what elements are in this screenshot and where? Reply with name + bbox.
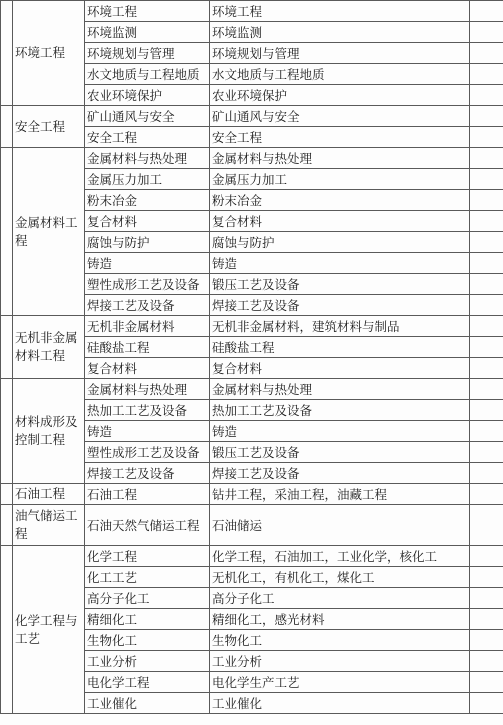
right-edge-cell bbox=[470, 127, 503, 148]
sub-major-cell: 工业分析 bbox=[85, 651, 210, 672]
right-edge-cell bbox=[470, 463, 503, 484]
sub-major-cell: 金属材料与热处理 bbox=[85, 379, 210, 400]
sub-major-cell: 环境规划与管理 bbox=[85, 43, 210, 64]
left-edge-cell bbox=[1, 1, 13, 106]
right-edge-cell bbox=[470, 106, 503, 127]
target-major-cell: 无机非金属材料，建筑材料与制品 bbox=[210, 316, 470, 337]
target-major-cell: 环境监测 bbox=[210, 22, 470, 43]
target-major-cell: 腐蚀与防护 bbox=[210, 232, 470, 253]
group-name-cell: 环境工程 bbox=[13, 1, 85, 106]
target-major-cell: 工业分析 bbox=[210, 651, 470, 672]
target-major-cell: 焊接工艺及设备 bbox=[210, 295, 470, 316]
table-row bbox=[1, 1, 503, 22]
table-row bbox=[1, 148, 503, 169]
group-name-cell: 金属材料工程 bbox=[13, 148, 85, 316]
target-major-cell: 铸造 bbox=[210, 421, 470, 442]
target-major-cell: 金属压力加工 bbox=[210, 169, 470, 190]
sub-major-cell: 农业环境保护 bbox=[85, 85, 210, 106]
sub-major-cell: 金属材料与热处理 bbox=[85, 148, 210, 169]
sub-major-cell: 精细化工 bbox=[85, 609, 210, 630]
right-edge-cell bbox=[470, 1, 503, 22]
target-major-cell: 工业催化 bbox=[210, 693, 470, 714]
right-edge-cell bbox=[470, 337, 503, 358]
table-body bbox=[1, 1, 503, 714]
sub-major-cell: 无机非金属材料 bbox=[85, 316, 210, 337]
target-major-cell: 电化学生产工艺 bbox=[210, 672, 470, 693]
right-edge-cell bbox=[470, 190, 503, 211]
target-major-cell: 环境工程 bbox=[210, 1, 470, 22]
right-edge-cell bbox=[470, 505, 503, 546]
target-major-cell: 钻井工程，采油工程，油藏工程 bbox=[210, 484, 470, 505]
right-edge-cell bbox=[470, 630, 503, 651]
right-edge-cell bbox=[470, 672, 503, 693]
target-major-cell: 无机化工，有机化工，煤化工 bbox=[210, 567, 470, 588]
sub-major-cell: 安全工程 bbox=[85, 127, 210, 148]
target-major-cell: 化学工程，石油加工，工业化学，核化工 bbox=[210, 546, 470, 567]
target-major-cell: 生物化工 bbox=[210, 630, 470, 651]
target-major-cell: 焊接工艺及设备 bbox=[210, 463, 470, 484]
right-edge-cell bbox=[470, 546, 503, 567]
right-edge-cell bbox=[470, 651, 503, 672]
sub-major-cell: 电化学工程 bbox=[85, 672, 210, 693]
right-edge-cell bbox=[470, 609, 503, 630]
target-major-cell: 复合材料 bbox=[210, 211, 470, 232]
sub-major-cell: 粉末冶金 bbox=[85, 190, 210, 211]
right-edge-cell bbox=[470, 400, 503, 421]
left-edge-cell bbox=[1, 484, 13, 505]
target-major-cell: 高分子化工 bbox=[210, 588, 470, 609]
sub-major-cell: 生物化工 bbox=[85, 630, 210, 651]
left-edge-cell bbox=[1, 379, 13, 484]
right-edge-cell bbox=[470, 148, 503, 169]
sub-major-cell: 石油工程 bbox=[85, 484, 210, 505]
right-edge-cell bbox=[470, 379, 503, 400]
right-edge-cell bbox=[470, 484, 503, 505]
right-edge-cell bbox=[470, 274, 503, 295]
group-name-cell: 安全工程 bbox=[13, 106, 85, 148]
group-name-cell: 石油工程 bbox=[13, 484, 85, 505]
target-major-cell: 复合材料 bbox=[210, 358, 470, 379]
table-row bbox=[1, 546, 503, 567]
right-edge-cell bbox=[470, 295, 503, 316]
sub-major-cell: 腐蚀与防护 bbox=[85, 232, 210, 253]
target-major-cell: 石油储运 bbox=[210, 505, 470, 546]
sub-major-cell: 矿山通风与安全 bbox=[85, 106, 210, 127]
left-edge-cell bbox=[1, 546, 13, 714]
sub-major-cell: 化工工艺 bbox=[85, 567, 210, 588]
sub-major-cell: 环境监测 bbox=[85, 22, 210, 43]
sub-major-cell: 复合材料 bbox=[85, 211, 210, 232]
target-major-cell: 金属材料与热处理 bbox=[210, 148, 470, 169]
right-edge-cell bbox=[470, 211, 503, 232]
sub-major-cell: 复合材料 bbox=[85, 358, 210, 379]
right-edge-cell bbox=[470, 232, 503, 253]
target-major-cell: 锻压工艺及设备 bbox=[210, 274, 470, 295]
group-name-cell: 材料成形及控制工程 bbox=[13, 379, 85, 484]
sub-major-cell: 环境工程 bbox=[85, 1, 210, 22]
sub-major-cell: 石油天然气储运工程 bbox=[85, 505, 210, 546]
left-edge-cell bbox=[1, 316, 13, 379]
sub-major-cell: 塑性成形工艺及设备 bbox=[85, 274, 210, 295]
right-edge-cell bbox=[470, 253, 503, 274]
sub-major-cell: 铸造 bbox=[85, 253, 210, 274]
sub-major-cell: 焊接工艺及设备 bbox=[85, 463, 210, 484]
table-row bbox=[1, 484, 503, 505]
sub-major-cell: 铸造 bbox=[85, 421, 210, 442]
sub-major-cell: 塑性成形工艺及设备 bbox=[85, 442, 210, 463]
right-edge-cell bbox=[470, 64, 503, 85]
left-edge-cell bbox=[1, 148, 13, 316]
target-major-cell: 农业环境保护 bbox=[210, 85, 470, 106]
right-edge-cell bbox=[470, 43, 503, 64]
sub-major-cell: 金属压力加工 bbox=[85, 169, 210, 190]
right-edge-cell bbox=[470, 693, 503, 714]
table-row bbox=[1, 379, 503, 400]
table-row bbox=[1, 316, 503, 337]
right-edge-cell bbox=[470, 567, 503, 588]
target-major-cell: 安全工程 bbox=[210, 127, 470, 148]
right-edge-cell bbox=[470, 358, 503, 379]
target-major-cell: 金属材料与热处理 bbox=[210, 379, 470, 400]
target-major-cell: 水文地质与工程地质 bbox=[210, 64, 470, 85]
target-major-cell: 锻压工艺及设备 bbox=[210, 442, 470, 463]
target-major-cell: 热加工工艺及设备 bbox=[210, 400, 470, 421]
target-major-cell: 矿山通风与安全 bbox=[210, 106, 470, 127]
sub-major-cell: 热加工工艺及设备 bbox=[85, 400, 210, 421]
sub-major-cell: 工业催化 bbox=[85, 693, 210, 714]
group-name-cell: 无机非金属材料工程 bbox=[13, 316, 85, 379]
group-name-cell: 化学工程与工艺 bbox=[13, 546, 85, 714]
table-row bbox=[1, 505, 503, 546]
table-row bbox=[1, 106, 503, 127]
right-edge-cell bbox=[470, 22, 503, 43]
target-major-cell: 粉末冶金 bbox=[210, 190, 470, 211]
sub-major-cell: 焊接工艺及设备 bbox=[85, 295, 210, 316]
sub-major-cell: 水文地质与工程地质 bbox=[85, 64, 210, 85]
left-edge-cell bbox=[1, 505, 13, 546]
right-edge-cell bbox=[470, 421, 503, 442]
right-edge-cell bbox=[470, 588, 503, 609]
right-edge-cell bbox=[470, 442, 503, 463]
target-major-cell: 环境规划与管理 bbox=[210, 43, 470, 64]
right-edge-cell bbox=[470, 169, 503, 190]
sub-major-cell: 高分子化工 bbox=[85, 588, 210, 609]
left-edge-cell bbox=[1, 106, 13, 148]
group-name-cell: 油气储运工程 bbox=[13, 505, 85, 546]
right-edge-cell bbox=[470, 316, 503, 337]
right-edge-cell bbox=[470, 85, 503, 106]
sub-major-cell: 硅酸盐工程 bbox=[85, 337, 210, 358]
sub-major-cell: 化学工程 bbox=[85, 546, 210, 567]
target-major-cell: 精细化工，感光材料 bbox=[210, 609, 470, 630]
target-major-cell: 铸造 bbox=[210, 253, 470, 274]
target-major-cell: 硅酸盐工程 bbox=[210, 337, 470, 358]
